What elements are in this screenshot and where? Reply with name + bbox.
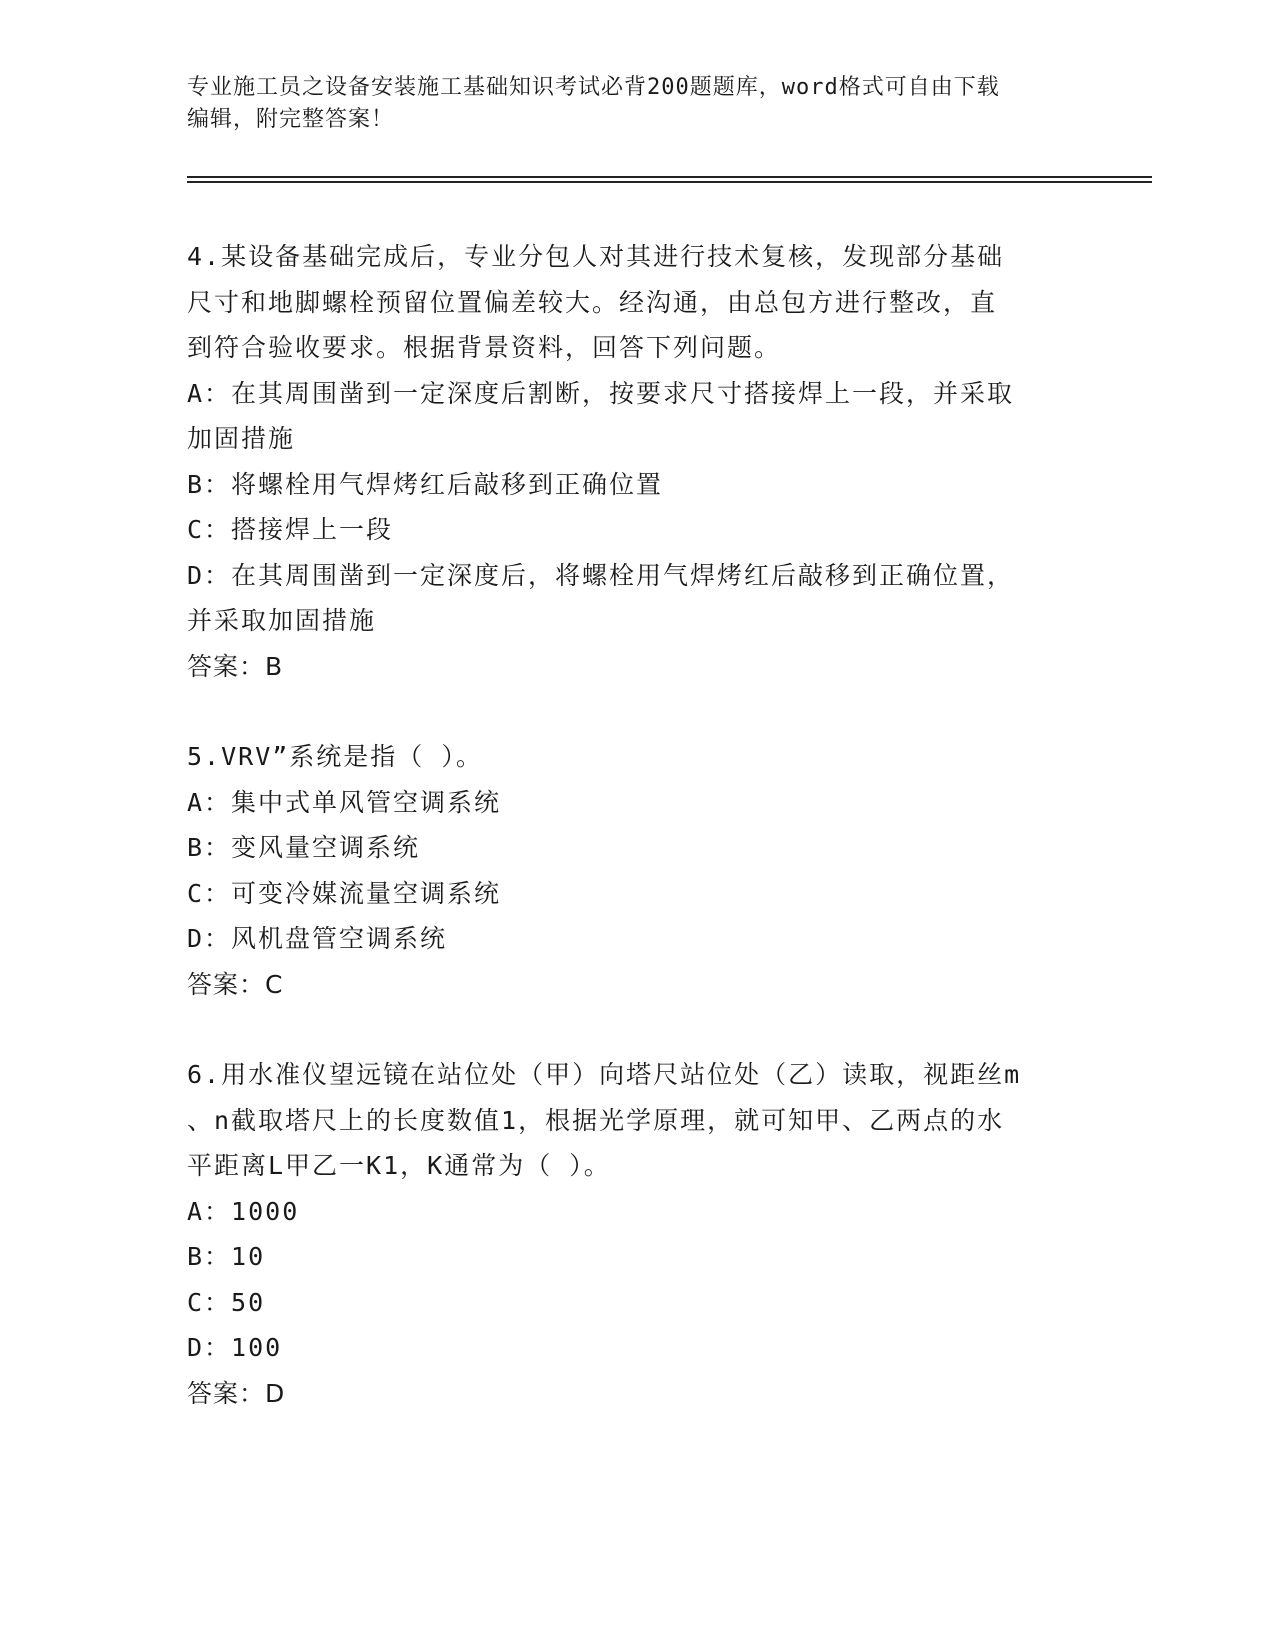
option-d: D：在其周围凿到一定深度后，将螺栓用气焊烤红后敲移到正确位置，	[187, 560, 1015, 590]
question-4	[187, 234, 1087, 689]
option-b: B：10	[187, 1242, 266, 1271]
answer-label: 答案：D	[187, 1378, 286, 1408]
question-stem-line: 平距离L甲乙一K1，K通常为（ ）。	[187, 1151, 611, 1180]
option-b: B：变风量空调系统	[187, 833, 421, 862]
document-header	[187, 72, 1087, 136]
option-a: A：集中式单风管空调系统	[187, 787, 502, 817]
question-6	[187, 1052, 1087, 1416]
header-divider-top	[187, 176, 1152, 178]
header-line-1: 专业施工员之设备安装施工基础知识考试必背200题题库，word格式可自由下载	[187, 75, 1000, 100]
option-b: B：将螺栓用气焊烤红后敲移到正确位置	[187, 469, 664, 499]
question-stem-line: 、n截取塔尺上的长度数值1，根据光学原理，就可知甲、乙两点的水	[187, 1105, 1005, 1135]
question-stem-line: 尺寸和地脚螺栓预留位置偏差较大。经沟通，由总包方进行整改，直	[187, 287, 998, 317]
question-stem-line: 5.VRV”系统是指（ ）。	[187, 742, 483, 771]
header-divider-bottom	[187, 181, 1152, 183]
question-stem-line: 4.某设备基础完成后，专业分包人对其进行技术复核，发现部分基础	[187, 242, 1005, 271]
option-a-cont: 加固措施	[187, 424, 296, 453]
option-c: C：50	[187, 1287, 266, 1317]
option-c: C：搭接焊上一段	[187, 515, 394, 544]
option-d-cont: 并采取加固措施	[187, 606, 377, 635]
option-d: D：风机盘管空调系统	[187, 924, 448, 953]
option-c: C：可变冷媒流量空调系统	[187, 878, 502, 908]
answer-label: 答案：C	[187, 969, 284, 999]
option-d: D：100	[187, 1333, 283, 1362]
question-list	[187, 234, 1087, 1461]
option-a: A：1000	[187, 1196, 300, 1226]
header-line-2: 编辑，附完整答案！	[187, 107, 395, 132]
answer-label: 答案：B	[187, 651, 284, 681]
option-a: A：在其周围凿到一定深度后割断，按要求尺寸搭接焊上一段，并采取	[187, 378, 1015, 408]
question-stem-line: 到符合验收要求。根据背景资料，回答下列问题。	[187, 333, 782, 362]
question-stem-line: 6.用水准仪望远镜在站位处（甲）向塔尺站位处（乙）读取，视距丝m	[187, 1060, 1022, 1089]
question-5	[187, 734, 1087, 1007]
